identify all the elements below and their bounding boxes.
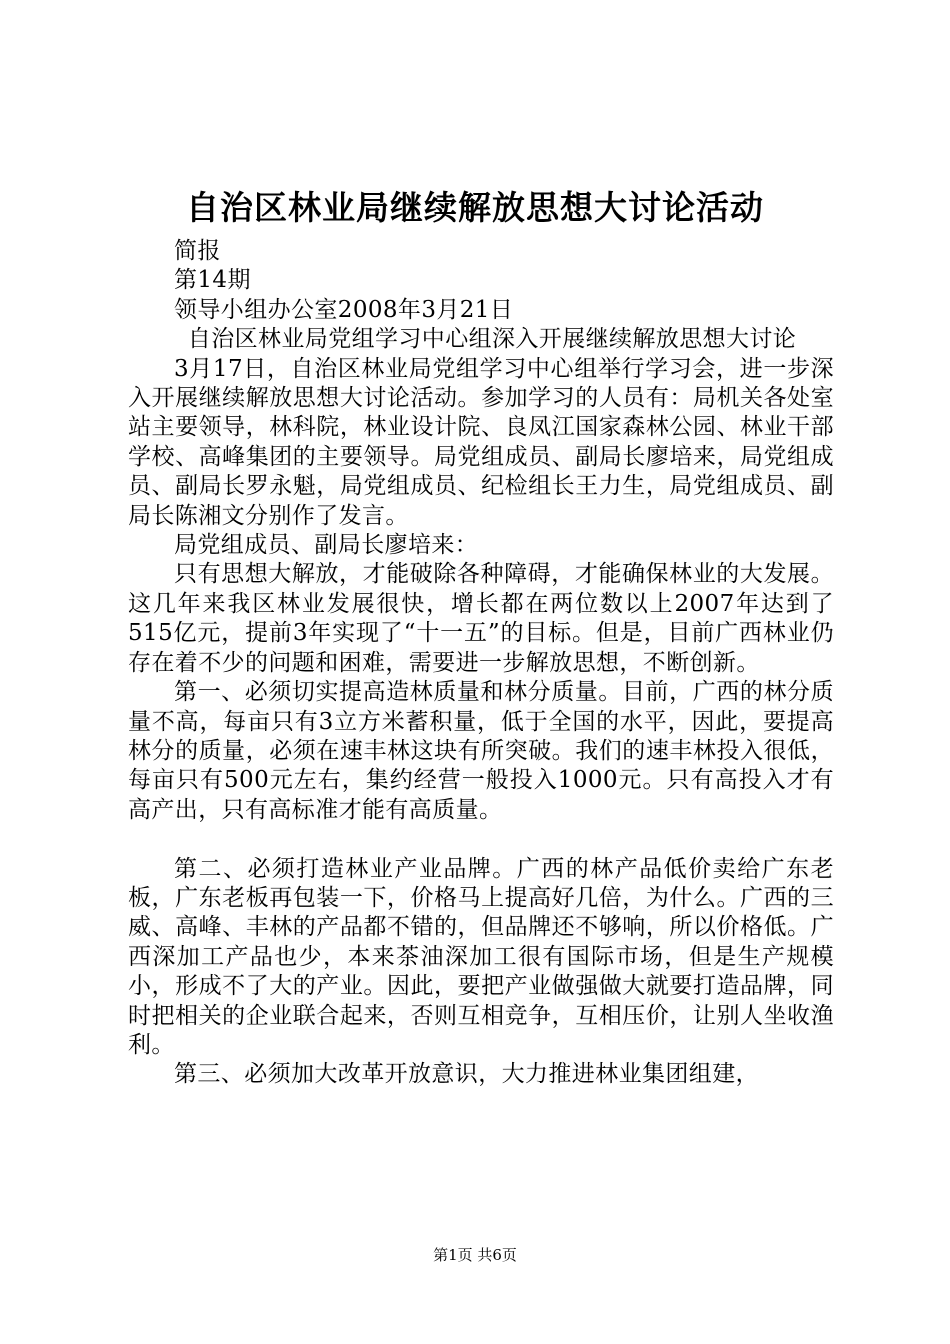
paragraph-5: 第二、必须打造林业产业品牌。广西的林产品低价卖给广东老板，广东老板再包装一下，价格马上提高好几倍，为什么。广西的三威、高峰、丰林的产品都不错的，但品牌还不够响，所以价格低。广西深加工产品也少，本来茶油深加工很有国际市场，但是生产规模小，形成不了大的产业。因此，要把产业做强做大就要打造品牌，同时把相关的企业联合起来，否则互相竞争，互相压价，让别人坐收渔利。 xyxy=(128,855,834,1058)
office-date: 领导小组办公室2008年3月21日 xyxy=(174,296,514,323)
document-title: 自治区林业局继续解放思想大讨论活动 xyxy=(186,188,764,227)
paragraph-3: 只有思想大解放，才能破除各种障碍，才能确保林业的大发展。这几年来我区林业发展很快，增长都在两位数以上2007年达到了515亿元，提前3年实现了“十一五”的目标。但是，目前广西林业仍存在着不少的问题和困难，需要进一步解放思想，不断创新。 xyxy=(128,561,834,676)
page-footer: 第1页 共6页 xyxy=(433,1246,517,1264)
paragraph-6: 第三、必须加大改革开放意识，大力推进林业集团组建， xyxy=(174,1061,759,1088)
bulletin-type: 简报 xyxy=(174,238,221,264)
paragraph-4: 第一、必须切实提高造林质量和林分质量。目前，广西的林分质量不高，每亩只有3立方米蓄积量，低于全国的水平，因此，要提高林分的质量，必须在速丰林这块有所突破。我们的速丰林投入很低，每亩只有500元左右，集约经营一般投入1000元。只有高投入才有高产出，只有高标准才能有高质量。 xyxy=(128,679,834,823)
document-body xyxy=(128,237,834,1090)
paragraph-1: 3月17日，自治区林业局党组学习中心组举行学习会，进一步深入开展继续解放思想大讨论活动。参加学习的人员有：局机关各处室站主要领导，林科院，林业设计院、良凤江国家森林公园、林业干部学校、高峰集团的主要领导。局党组成员、副局长廖培来，局党组成员、副局长罗永魁，局党组成员、纪检组长王力生，局党组成员、副局长陈湘文分别作了发言。 xyxy=(128,355,834,529)
blank-line xyxy=(128,825,834,854)
issue-number: 第14期 xyxy=(174,267,251,294)
paragraph-2: 局党组成员、副局长廖培来： xyxy=(174,532,479,559)
article-subtitle: 自治区林业局党组学习中心组深入开展继续解放思想大讨论 xyxy=(187,326,797,353)
